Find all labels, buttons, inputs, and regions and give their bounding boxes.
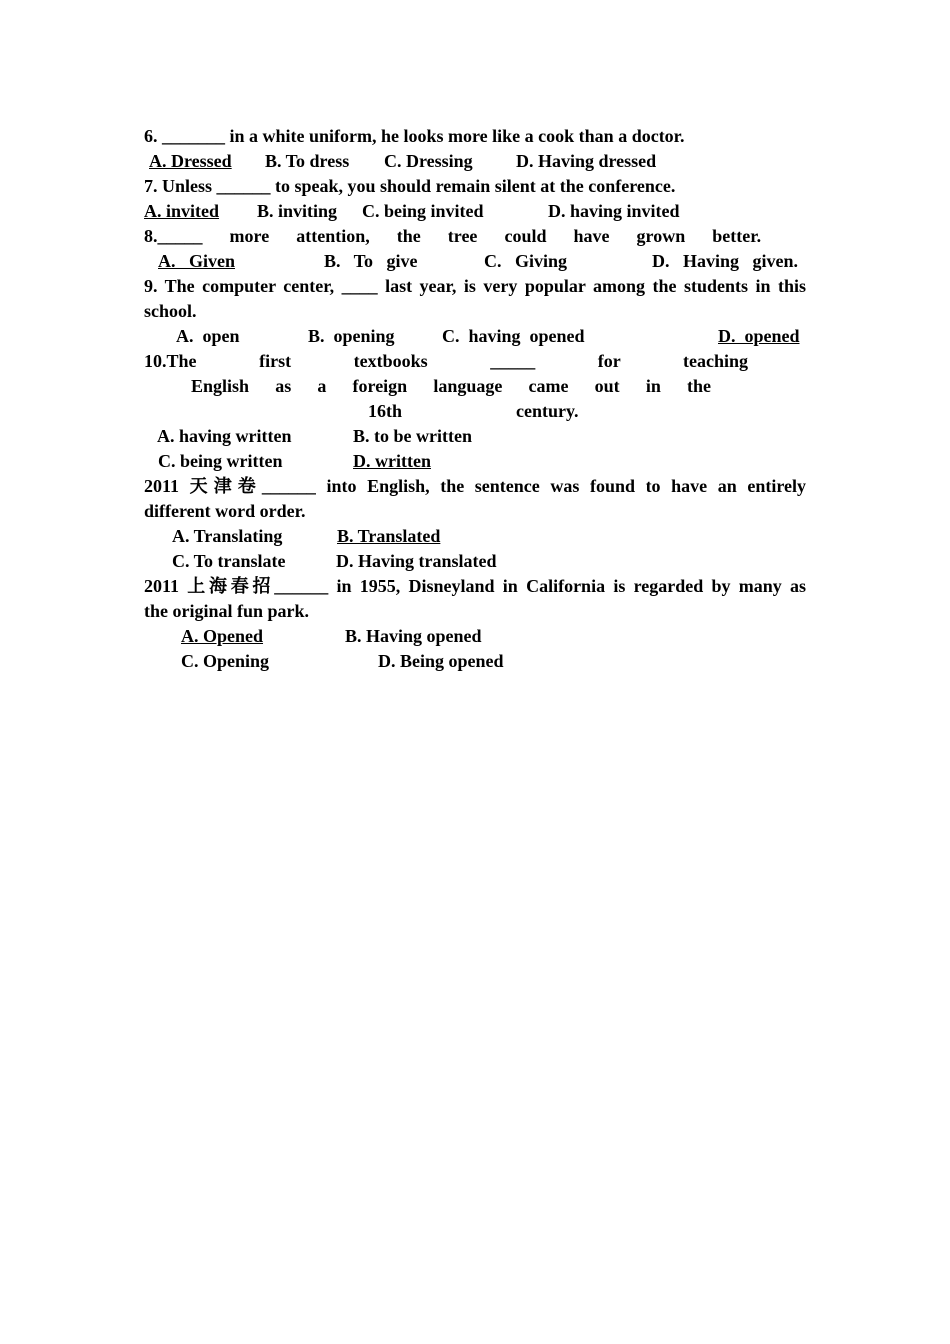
q10-word: out — [594, 376, 620, 396]
q8-word: the — [396, 226, 421, 246]
q10-word: as — [275, 376, 292, 396]
q8-word: grown — [636, 226, 686, 246]
q7-option-b: B. inviting — [257, 201, 338, 221]
q8-word: have — [573, 226, 610, 246]
q10-word: a — [317, 376, 327, 396]
question-6-options — [144, 149, 806, 174]
question-9-options — [144, 324, 806, 349]
q7-option-a: A. invited — [144, 201, 220, 221]
question-12-stem-line-2: the original fun park. — [144, 601, 310, 621]
question-12-options-row-2 — [144, 649, 806, 674]
q9-option-d: D. opened — [718, 326, 800, 346]
question-7-options — [144, 199, 806, 224]
q10-word: century. — [516, 401, 579, 421]
q10-word: came — [528, 376, 569, 396]
q7-option-c: C. being invited — [362, 201, 484, 221]
question-10-stem-line-2 — [191, 374, 711, 399]
q10-option-c: C. being written — [158, 451, 283, 471]
q8-word: tree — [447, 226, 478, 246]
q10-word: 10.The — [144, 351, 197, 371]
q9-option-a: A. open — [176, 326, 240, 346]
q10-word: first — [259, 351, 292, 371]
q11-option-b: B. Translated — [337, 526, 441, 546]
q10-word: language — [433, 376, 503, 396]
question-12-stem-line-1: 2011 上海春招______ in 1955, Disneyland in California is regarded by many as — [144, 576, 806, 596]
question-10-options-row-2 — [144, 449, 806, 474]
q6-option-c: C. Dressing — [384, 151, 473, 171]
q10-option-b: B. to be written — [353, 426, 472, 446]
q11-option-d: D. Having translated — [336, 551, 497, 571]
q6-option-a: A. Dressed — [149, 151, 232, 171]
q10-word: the — [687, 376, 712, 396]
q8-word: better. — [712, 226, 762, 246]
question-6-stem: 6. _______ in a white uniform, he looks more like a cook than a doctor. — [144, 126, 685, 146]
q10-word: 16th — [368, 401, 403, 421]
question-10-stem-line-3 — [144, 399, 806, 424]
q8-option-a: A. Given — [158, 251, 236, 271]
question-11-options-row-1 — [144, 524, 806, 549]
q8-option-b: B. To give — [324, 251, 418, 271]
q12-option-d: D. Being opened — [378, 651, 504, 671]
q9-option-b: B. opening — [308, 326, 395, 346]
question-11-options-row-2 — [144, 549, 806, 574]
q6-option-d: D. Having dressed — [516, 151, 657, 171]
q7-option-d: D. having invited — [548, 201, 680, 221]
q10-word: in — [645, 376, 661, 396]
q6-option-b: B. To dress — [265, 151, 350, 171]
q11-option-a: A. Translating — [172, 526, 283, 546]
q12-option-a: A. Opened — [181, 626, 264, 646]
question-7-stem: 7. Unless ______ to speak, you should remain silent at the conference. — [144, 176, 676, 196]
question-12-options-row-1 — [144, 624, 806, 649]
q10-word: teaching — [683, 351, 748, 371]
q10-option-d: D. written — [353, 451, 431, 471]
q9-option-c: C. having opened — [442, 326, 585, 346]
question-8-stem — [144, 224, 806, 249]
q8-option-c: C. Giving — [484, 251, 568, 271]
q8-word: could — [504, 226, 547, 246]
question-11-stem-line-1: 2011 天津卷______ into English, the sentence was found to have an entirely — [144, 476, 806, 496]
q12-option-c: C. Opening — [181, 651, 270, 671]
question-10-options-row-1 — [144, 424, 806, 449]
question-10-stem-line-1 — [144, 349, 748, 374]
q10-word: textbooks — [353, 351, 428, 371]
question-9-stem-line-1: 9. The computer center, ____ last year, is very popular among the students in this — [144, 276, 806, 296]
q8-option-d: D. Having given. — [652, 251, 799, 271]
question-11-stem-line-2: different word order. — [144, 501, 306, 521]
q8-word: attention, — [296, 226, 370, 246]
q10-word: _____ — [490, 351, 536, 371]
q11-option-c: C. To translate — [172, 551, 286, 571]
q8-word: more — [229, 226, 270, 246]
question-9-stem-line-2: school. — [144, 301, 197, 321]
q10-word: foreign — [352, 376, 408, 396]
q12-option-b: B. Having opened — [345, 626, 482, 646]
q10-word: for — [597, 351, 621, 371]
q10-word: English — [191, 376, 250, 396]
q10-option-a: A. having written — [157, 426, 292, 446]
q8-word: 8._____ — [144, 226, 203, 246]
question-8-options — [144, 249, 806, 274]
